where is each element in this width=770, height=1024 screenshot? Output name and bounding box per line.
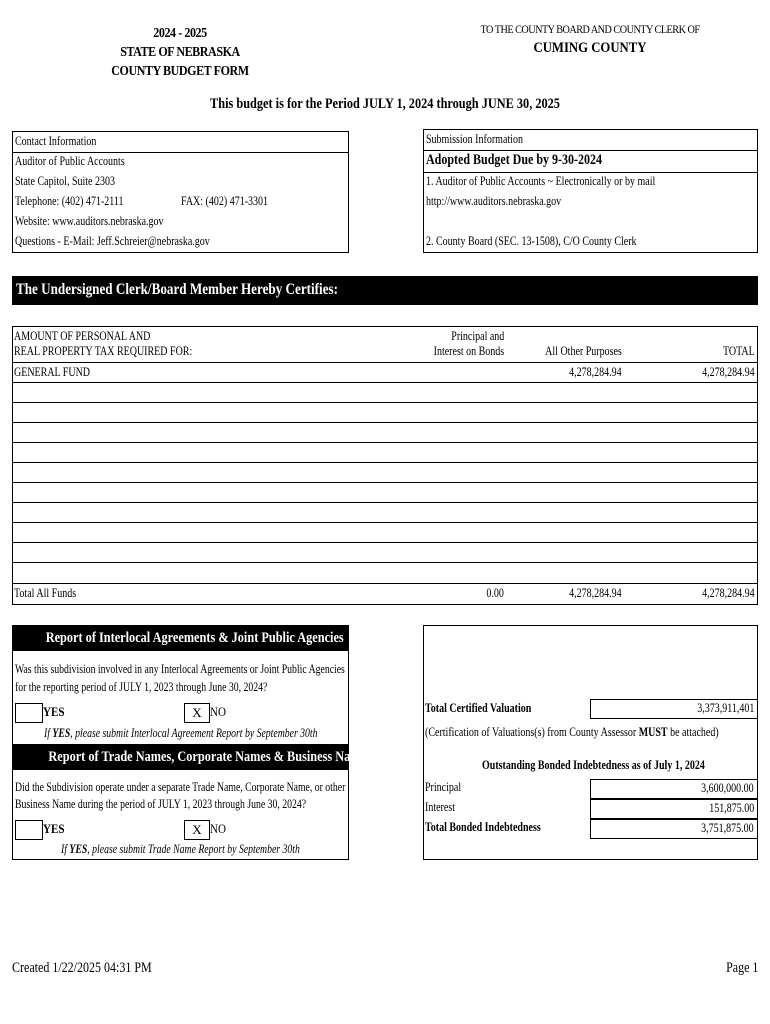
state-name: STATE OF NEBRASKA xyxy=(120,45,240,60)
general-fund-total: 4,278,284.94 xyxy=(702,365,755,379)
tax-required-table xyxy=(12,326,758,605)
interlocal-banner xyxy=(13,626,348,651)
contact-title: Contact Information xyxy=(15,134,97,148)
interlocal-no-checkbox[interactable]: X xyxy=(184,703,210,723)
contact-fax: FAX: (402) 471-3301 xyxy=(181,194,269,208)
table-header-pi-2: Interest on Bonds xyxy=(433,344,504,358)
contact-website: Website: www.auditors.nebraska.gov xyxy=(15,214,164,228)
budget-year: 2024 - 2025 xyxy=(153,26,207,41)
interest-label: Interest xyxy=(425,800,455,814)
interlocal-yes-label: YES xyxy=(43,704,65,719)
valuation-certification-note: (Certification of Valuations(s) from County Assessor MUST be attached) xyxy=(425,725,719,739)
certifies-banner-text: The Undersigned Clerk/Board Member Hereby Certifies: xyxy=(16,281,339,298)
submission-due-date: Adopted Budget Due by 9-30-2024 xyxy=(426,152,603,168)
total-all-funds-total: 4,278,284.94 xyxy=(702,586,755,600)
county-name: CUMING COUNTY xyxy=(533,40,647,56)
table-header-pi-1: Principal and xyxy=(450,329,504,343)
table-header-left-2: REAL PROPERTY TAX REQUIRED FOR: xyxy=(14,344,193,358)
table-header-left-1: AMOUNT OF PERSONAL AND xyxy=(14,329,151,343)
trade-names-yes-label: YES xyxy=(43,821,65,836)
bonded-indebtedness-title: Outstanding Bonded Indebtedness as of July 1, 2024 xyxy=(482,758,705,772)
divider xyxy=(424,172,757,173)
table-rule xyxy=(13,402,757,403)
table-header-total: TOTAL xyxy=(723,344,755,358)
trade-names-no-checkbox[interactable]: X xyxy=(184,820,210,840)
divider xyxy=(424,150,757,151)
submission-information-box xyxy=(423,129,758,253)
trade-names-no-label: NO xyxy=(210,821,226,836)
contact-information-box xyxy=(12,131,349,253)
interlocal-title: Report of Interlocal Agreements & Joint Public Agencies xyxy=(45,630,344,646)
total-all-funds-label: Total All Funds xyxy=(14,586,77,600)
addressee-line: TO THE COUNTY BOARD AND COUNTY CLERK OF xyxy=(480,22,700,36)
interlocal-no-label: NO xyxy=(210,704,226,719)
created-timestamp: Created 1/22/2025 04:31 PM xyxy=(12,960,152,976)
interlocal-question-2: for the reporting period of JULY 1, 2023 through June 30, 2024? xyxy=(15,680,268,694)
divider xyxy=(13,152,348,153)
table-rule xyxy=(13,522,757,523)
table-rule xyxy=(13,362,757,363)
contact-email: Questions - E-Mail: Jeff.Schreier@nebraska.gov xyxy=(15,234,210,248)
table-rule xyxy=(13,583,757,584)
total-bonded-indebtedness-value: 3,751,875.00 xyxy=(590,819,758,839)
submission-line-2: 2. County Board (SEC. 13-1508), C/O County Clerk xyxy=(426,234,637,248)
interlocal-yes-checkbox[interactable] xyxy=(15,703,43,723)
submission-title: Submission Information xyxy=(426,132,523,146)
total-all-funds-pi: 0.00 xyxy=(486,586,504,600)
table-rule xyxy=(13,482,757,483)
contact-telephone: Telephone: (402) 471-2111 xyxy=(15,194,124,208)
table-rule xyxy=(13,502,757,503)
submission-url: http://www.auditors.nebraska.gov xyxy=(426,194,562,208)
total-certified-valuation-label: Total Certified Valuation xyxy=(425,701,532,715)
total-all-funds-other: 4,278,284.94 xyxy=(569,586,622,600)
table-rule xyxy=(13,442,757,443)
page-number: Page 1 xyxy=(725,960,758,976)
table-rule xyxy=(13,382,757,383)
budget-period: This budget is for the Period JULY 1, 2024 through JUNE 30, 2025 xyxy=(210,96,560,112)
table-header-other: All Other Purposes xyxy=(545,344,622,358)
submission-line-1: 1. Auditor of Public Accounts ~ Electronically or by mail xyxy=(426,174,656,188)
table-rule xyxy=(13,542,757,543)
interlocal-note: If YES, please submit Interlocal Agreement Report by September 30th xyxy=(44,726,318,740)
form-title-block xyxy=(111,24,249,81)
form-name: COUNTY BUDGET FORM xyxy=(111,64,249,79)
trade-names-title: Report of Trade Names, Corporate Names & Business Names xyxy=(48,749,371,765)
trade-names-note: If YES, please submit Trade Name Report by September 30th xyxy=(61,842,300,856)
trade-names-banner xyxy=(13,744,371,770)
table-rule xyxy=(13,422,757,423)
valuation-box xyxy=(423,625,758,860)
trade-names-yes-checkbox[interactable] xyxy=(15,820,43,840)
contact-line: State Capitol, Suite 2303 xyxy=(15,174,115,188)
interest-value: 151,875.00 xyxy=(590,799,758,819)
interlocal-and-trade-names-box xyxy=(12,625,371,860)
contact-line: Auditor of Public Accounts xyxy=(15,154,125,168)
interlocal-question-1: Was this subdivision involved in any Interlocal Agreements or Joint Public Agencies xyxy=(15,662,345,676)
principal-label: Principal xyxy=(425,780,462,794)
trade-names-question-1: Did the Subdivision operate under a separate Trade Name, Corporate Name, or other xyxy=(15,780,346,794)
general-fund-label: GENERAL FUND xyxy=(14,365,91,379)
principal-value: 3,600,000.00 xyxy=(590,779,758,799)
total-bonded-indebtedness-label: Total Bonded Indebtedness xyxy=(425,820,541,834)
general-fund-other: 4,278,284.94 xyxy=(569,365,622,379)
table-rule xyxy=(13,562,757,563)
total-certified-valuation-value: 3,373,911,401 xyxy=(590,699,758,719)
trade-names-question-2: Business Name during the period of JULY 1, 2023 through June 30, 2024? xyxy=(15,797,307,811)
table-rule xyxy=(13,462,757,463)
certifies-banner xyxy=(12,276,758,305)
